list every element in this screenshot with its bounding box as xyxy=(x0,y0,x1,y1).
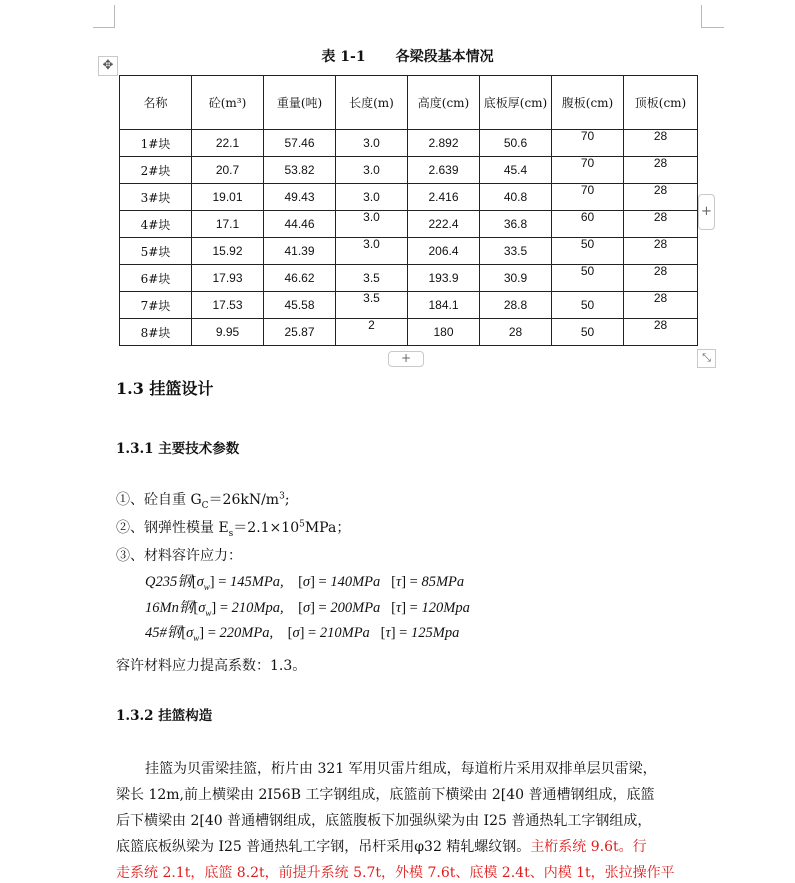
table-cell[interactable]: 28 xyxy=(624,265,698,292)
table-cell[interactable]: 50 xyxy=(552,238,624,265)
table-cell[interactable]: 17.1 xyxy=(192,211,264,238)
table-cell[interactable]: 3.5 xyxy=(336,292,408,319)
table-cell[interactable]: 222.4 xyxy=(408,211,480,238)
table-row xyxy=(120,130,698,157)
header-cell[interactable]: 腹板(cm) xyxy=(552,76,624,130)
table-row xyxy=(120,184,698,211)
header-cell[interactable]: 顶板(cm) xyxy=(624,76,698,130)
table-cell[interactable]: 28 xyxy=(624,211,698,238)
table-cell[interactable]: 70 xyxy=(552,184,624,211)
table-row xyxy=(120,292,698,319)
header-cell[interactable]: 高度(cm) xyxy=(408,76,480,130)
subsection-heading-structure: 1.3.2 挂篮构造 xyxy=(116,708,213,724)
add-column-button[interactable]: + xyxy=(698,194,715,230)
table-cell[interactable]: 19.01 xyxy=(192,184,264,211)
row-name-cell[interactable]: 4#块 xyxy=(120,211,192,238)
section-heading: 1.3 挂篮设计 xyxy=(116,379,214,398)
paragraph-line: 梁长 12m,前上横梁由 2I56B 工字钢组成，底篮前下横梁由 2[40 普通槽钢组成，底篮 xyxy=(116,787,655,803)
formula-16mn: 16Mn钢$[\sigma_w] = 210Mpa$, [σ] = 200MPa [τ] = 120Mpa xyxy=(145,600,470,618)
page-corner-mark-right xyxy=(701,5,724,28)
table-cell[interactable]: 3.0 xyxy=(336,238,408,265)
formula-q235: Q235钢$[\sigma_w] = 145MPa$, [σ] = 140MPa [τ] = 85MPa xyxy=(145,574,465,592)
row-name-cell[interactable]: 5#块 xyxy=(120,238,192,265)
paragraph-line: 底篮底板纵梁为 I25 普通热轧工字钢，吊杆采用φ32 精轧螺纹钢。主桁系统 9.6t。行 xyxy=(116,839,647,855)
table-cell[interactable]: 70 xyxy=(552,130,624,157)
table-cell[interactable]: 2.416 xyxy=(408,184,480,211)
row-name-cell[interactable]: 6#块 xyxy=(120,265,192,292)
header-cell[interactable]: 底板厚(cm) xyxy=(480,76,552,130)
table-cell[interactable]: 44.46 xyxy=(264,211,336,238)
table-cell[interactable]: 193.9 xyxy=(408,265,480,292)
table-row xyxy=(120,265,698,292)
table-cell[interactable]: 3.0 xyxy=(336,211,408,238)
table-cell[interactable]: 2.639 xyxy=(408,157,480,184)
table-cell[interactable]: 28 xyxy=(624,292,698,319)
table-cell[interactable]: 50 xyxy=(552,319,624,346)
row-name-cell[interactable]: 2#块 xyxy=(120,157,192,184)
allowance-text: 容许材料应力提高系数：1.3。 xyxy=(116,658,307,674)
table-cell[interactable]: 180 xyxy=(408,319,480,346)
table-cell[interactable]: 20.7 xyxy=(192,157,264,184)
table-cell[interactable]: 57.46 xyxy=(264,130,336,157)
table-cell[interactable]: 3.0 xyxy=(336,130,408,157)
table-move-handle-icon[interactable]: ✥ xyxy=(98,56,118,76)
param-allowable-stress: ③、材料容许应力： xyxy=(116,548,242,564)
formula-45: 45#钢$[\sigma_w] = 220MPa$, [σ] = 210MPa [τ] = 125Mpa xyxy=(145,625,460,643)
table-cell[interactable]: 17.53 xyxy=(192,292,264,319)
table-cell[interactable]: 46.62 xyxy=(264,265,336,292)
table-cell[interactable]: 9.95 xyxy=(192,319,264,346)
table-cell[interactable]: 50 xyxy=(552,265,624,292)
param-elastic-modulus: ②、钢弹性模量 $E_s=2.1\times 10^5MPa$； xyxy=(116,519,351,539)
caption-title: 各梁段基本情况 xyxy=(395,49,494,65)
table-cell[interactable]: 28 xyxy=(624,130,698,157)
segment-table[interactable] xyxy=(119,75,698,346)
table-row xyxy=(120,157,698,184)
highlight-text: 主桁系统 9.6t。行 xyxy=(530,839,647,855)
table-cell[interactable]: 28 xyxy=(624,319,698,346)
table-cell[interactable]: 45.4 xyxy=(480,157,552,184)
table-cell[interactable]: 206.4 xyxy=(408,238,480,265)
table-cell[interactable]: 40.8 xyxy=(480,184,552,211)
subsection-heading-params: 1.3.1 主要技术参数 xyxy=(116,441,240,457)
header-cell[interactable]: 砼(m³) xyxy=(192,76,264,130)
table-row xyxy=(120,319,698,346)
table-cell[interactable]: 28.8 xyxy=(480,292,552,319)
table-cell[interactable]: 2.892 xyxy=(408,130,480,157)
table-cell[interactable]: 50 xyxy=(552,292,624,319)
caption-number: 表 1-1 xyxy=(321,49,366,65)
page-corner-mark-left xyxy=(93,5,115,28)
table-header-row xyxy=(120,76,698,130)
table-cell[interactable]: 25.87 xyxy=(264,319,336,346)
row-name-cell[interactable]: 3#块 xyxy=(120,184,192,211)
table-cell[interactable]: 28 xyxy=(624,238,698,265)
table-cell[interactable]: 53.82 xyxy=(264,157,336,184)
table-cell[interactable]: 17.93 xyxy=(192,265,264,292)
table-cell[interactable]: 36.8 xyxy=(480,211,552,238)
param-self-weight: ①、砼自重 $G_C=26kN/m^3$; xyxy=(116,491,290,511)
add-row-button[interactable]: + xyxy=(388,351,424,367)
table-cell[interactable]: 60 xyxy=(552,211,624,238)
table-cell[interactable]: 15.92 xyxy=(192,238,264,265)
table-cell[interactable]: 28 xyxy=(624,157,698,184)
table-caption xyxy=(119,46,696,66)
table-cell[interactable]: 45.58 xyxy=(264,292,336,319)
table-cell[interactable]: 28 xyxy=(624,184,698,211)
table-cell[interactable]: 2 xyxy=(336,319,408,346)
highlight-text: 走系统 2.1t，底篮 8.2t，前提升系统 5.7t，外模 7.6t、底模 2.4t、内模 1t，张拉操作平 xyxy=(116,865,675,881)
table-row xyxy=(120,238,698,265)
row-name-cell[interactable]: 7#块 xyxy=(120,292,192,319)
table-resize-icon[interactable]: ⤡ xyxy=(697,349,716,368)
table-cell[interactable]: 184.1 xyxy=(408,292,480,319)
table-row xyxy=(120,211,698,238)
table-cell[interactable]: 41.39 xyxy=(264,238,336,265)
table-cell[interactable]: 33.5 xyxy=(480,238,552,265)
table-cell[interactable]: 28 xyxy=(480,319,552,346)
table-cell[interactable]: 30.9 xyxy=(480,265,552,292)
row-name-cell[interactable]: 8#块 xyxy=(120,319,192,346)
header-cell[interactable]: 重量(吨) xyxy=(264,76,336,130)
row-name-cell[interactable]: 1#块 xyxy=(120,130,192,157)
table-cell[interactable]: 50.6 xyxy=(480,130,552,157)
table-cell[interactable]: 49.43 xyxy=(264,184,336,211)
header-cell[interactable]: 名称 xyxy=(120,76,192,130)
table-cell[interactable]: 3.5 xyxy=(336,265,408,292)
paragraph-line: 挂篮为贝雷梁挂篮，桁片由 321 军用贝雷片组成，每道桁片采用双排单层贝雷梁， xyxy=(145,761,657,777)
table-cell[interactable]: 3.0 xyxy=(336,184,408,211)
table-cell[interactable]: 22.1 xyxy=(192,130,264,157)
table-cell[interactable]: 3.0 xyxy=(336,157,408,184)
table-cell[interactable]: 70 xyxy=(552,157,624,184)
header-cell[interactable]: 长度(m) xyxy=(336,76,408,130)
paragraph-line: 后下横梁由 2[40 普通槽钢组成，底篮腹板下加强纵梁为由 I25 普通热轧工字钢组成， xyxy=(116,813,652,829)
